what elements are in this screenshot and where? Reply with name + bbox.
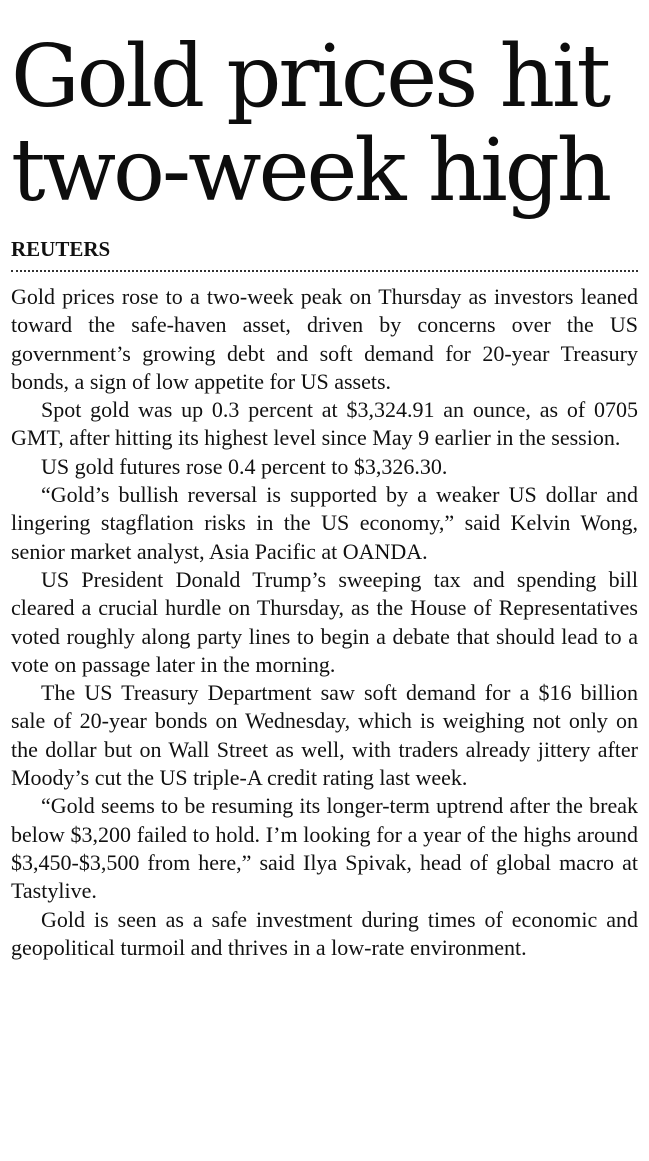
headline: Gold prices hit two-week high bbox=[11, 27, 610, 221]
paragraph-4: “Gold’s bullish reversal is supported by a weaker US dollar and lingering stagflation risks in the US economy,” said Kelvin Wong, senior market analyst, Asia Pacific at OANDA. bbox=[11, 482, 638, 564]
paragraph-5: US President Donald Trump’s sweeping tax and spending bill cleared a crucial hurdle on Thursday, as the House of Representatives voted roughly along party lines to begin a debate that should lead to a vote on passage later in the morning. bbox=[11, 566, 638, 677]
paragraph-2: Spot gold was up 0.3 percent at $3,324.91 an ounce, as of 0705 GMT, after hitting its highest level since May 9 earlier in the session. bbox=[11, 397, 638, 451]
dotted-divider bbox=[11, 270, 638, 272]
paragraph-3: US gold futures rose 0.4 percent to $3,326.30. bbox=[41, 453, 448, 479]
byline: REUTERS bbox=[11, 237, 111, 261]
paragraph-1: Gold prices rose to a two-week peak on Thursday as investors leaned toward the safe-haven asset, driven by concerns over the US government’s growing debt and soft demand for 20-year Treasury bonds, a sign of low appetite for US assets. bbox=[11, 284, 638, 394]
article-body bbox=[11, 283, 638, 962]
news-article bbox=[11, 0, 638, 962]
paragraph-7: “Gold seems to be resuming its longer-term uptrend after the break below $3,200 failed to hold. I’m looking for a year of the highs around $3,450-$3,500 from here,” said Ilya Spivak, head of global macro at Tastylive. bbox=[11, 793, 638, 904]
paragraph-8: Gold is seen as a safe investment during times of economic and geopolitical turmoil and thrives in a low-rate environment. bbox=[11, 906, 638, 960]
paragraph-6: The US Treasury Department saw soft demand for a $16 billion sale of 20-year bonds on Wednesday, which is weighing not only on the dollar but on Wall Street as well, with traders already jittery after Moody’s cut the US triple-A credit rating last week. bbox=[11, 680, 638, 791]
